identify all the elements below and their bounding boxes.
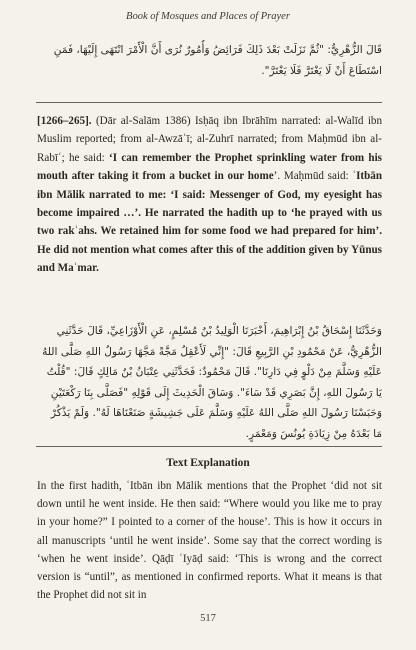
- arabic-text-top: [36, 40, 382, 82]
- arabic-line: مَا بَعْدَهُ مِنْ زِيَادَةِ يُونُسَ وَمَعْمَرٍ.: [245, 427, 382, 440]
- arabic-line: وَحَبَسْنَا رَسُولَ اللهِ صَلَّى اللهُ عَلَيْهِ وَسَلَّمَ عَلَى جَشِيشَةٍ صَنَعْنَاهَا لَهُ". وَلَمْ يَذْكُرْ: [50, 407, 382, 420]
- hadith-connector: ’. Maḥmūd said:: [273, 170, 353, 183]
- hadith-chain: (Dār al-Salām 1386) Isḥāq ibn Ibrāhīm narrated: al-Walīd ibn Muslim reported; from al-Awzāʿī; al-Zuhrī narrated; from Maḥmūd ibn al-Rabīʿ; he said:: [37, 115, 382, 164]
- arabic-text-bottom: [36, 321, 382, 445]
- running-header: Book of Mosques and Places of Prayer: [126, 11, 290, 22]
- hadith-reference: [1266–265].: [37, 115, 92, 127]
- section-title: Text Explanation: [166, 457, 250, 469]
- hadith-quote-2: ʿItbān ibn Mālik narrated to me: ‘I said: Messenger of God, my eyesight has become impaired …’. He narrated the hadith up to ‘he prayed with us two rakʿahs. We retained him for some food we had prepared for him’. He did not mention what comes after this of the addition given by Yūnus and Maʿmar.: [37, 170, 382, 275]
- hadith-translation: [1266–265]. (Dār al-Salām 1386) Isḥāq ibn Ibrāhīm narrated: al-Walīd ibn Muslim reported; from al-Awzāʿī; al-Zuhrī narrated; from Maḥmūd ibn al-Rabīʿ; he said: ‘I can remember the Prophet sprinkling water from his mouth after taking it from a bucket in our home’. Maḥmūd said: ʿItbān ibn Mālik narrated to me: ‘I said: Messenger of God, my eyesight has become impaired …’. He narrated the hadith up to ‘he prayed with us two rakʿahs. We retained him for some food we had prepared for him’. He did not mention what comes after this of the addition given by Yūnus and Maʿmar.: [37, 115, 382, 275]
- page-number: 517: [200, 613, 216, 624]
- divider-rule: [36, 102, 382, 103]
- arabic-line: يَا رَسُولَ اللهِ، إِنَّ بَصَرِي قَدْ سَاءَ". وَسَاقَ الْحَدِيثَ إِلَى قَوْلِهِ "فَصَلَّى بِنَا رَكْعَتَيْنِ: [50, 386, 382, 399]
- explanation-paragraph: In the first hadith, ʿItbān ibn Mālik mentions that the Prophet ‘did not sit down until he went inside. He then said: “Where would you like me to pray in your home?” I pointed to a corner of the house’. This is how it occurs in all manuscripts ‘until he went inside’. Some say that the correct wording is ‘when he went inside’. Qāḍī ʿIyāḍ said: ‘This is wrong and the correct version is “until”, as mentioned in confirmed reports. What it means is that the Prophet did not sit in: [37, 480, 382, 602]
- divider-rule: [36, 446, 382, 447]
- arabic-line: قَالَ الزُّهْرِيُّ: "ثُمَّ نَزَلَتْ بَعْدَ ذَلِكَ فَرَائِضُ وَأُمُورٌ نُرَى أَنَّ الْأَمْرَ انْتَهَى إِلَيْهَا، فَمَنِ: [53, 44, 382, 56]
- arabic-line: اسْتَطَاعَ أَنْ لَا يَغْتَرَّ فَلَا يَغْتَرَّ".: [261, 65, 382, 77]
- arabic-line: الزُّهْرِيُّ، عَنْ مَحْمُودِ بْنِ الرَّبِيعِ قَالَ: "إِنِّي لَأَعْقِلُ مَجَّةً مَجَّهَا رَسُولُ اللهِ صَلَّى اللهُ: [42, 345, 382, 358]
- arabic-line: وَحَدَّثَنَا إِسْحَاقُ بْنُ إِبْرَاهِيمَ، أَخْبَرَنَا الْوَلِيدُ بْنُ مُسْلِمٍ، عَنِ الْأَوْزَاعِيِّ، قَالَ حَدَّثَنِي: [56, 325, 382, 337]
- arabic-line: عَلَيْهِ وَسَلَّمَ مِنْ دَلْوٍ فِي دَارِنَا". قَالَ مَحْمُودٌ: فَحَدَّثَنِي عِتْبَانُ بْنُ مَالِكٍ قَالَ: "قُلْتُ: [46, 366, 382, 379]
- hadith-quote-1: I can remember the Prophet sprinkling water from his mouth after taking it from a bucket in our home: [37, 151, 382, 183]
